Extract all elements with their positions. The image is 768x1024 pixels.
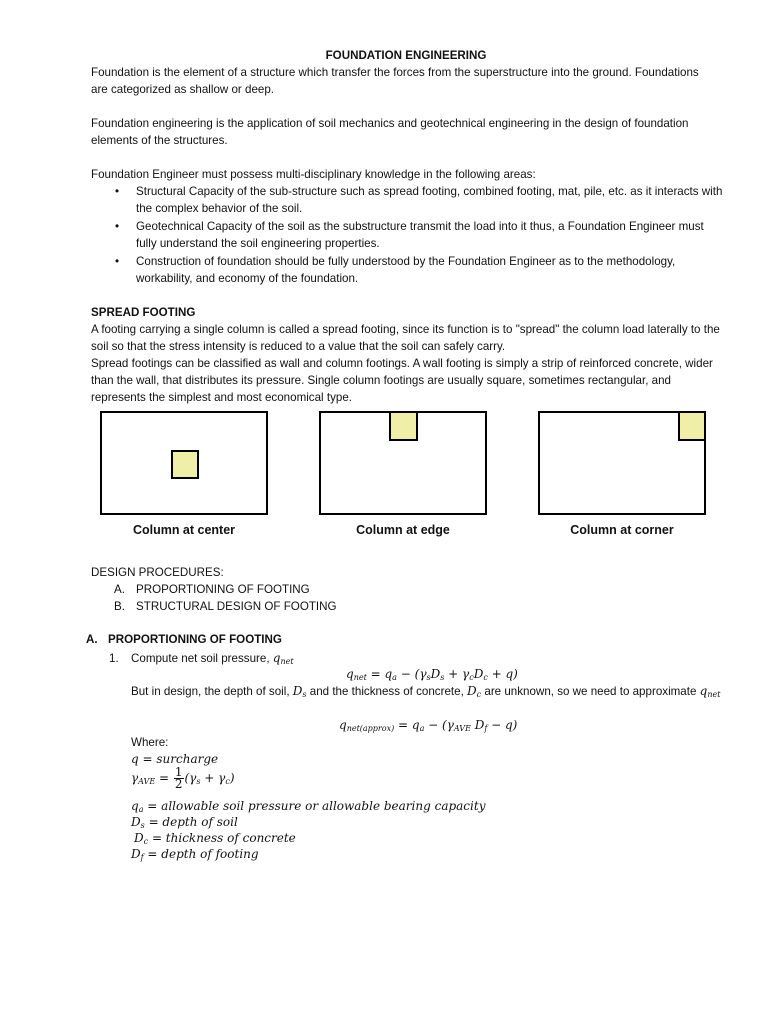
intro-paragraph-3: Foundation Engineer must possess multi-disciplinary knowledge in the following areas: <box>91 168 536 181</box>
spread-footing-line-1: A footing carrying a single column is called a spread footing, since its function is to "spread" the column load laterally to the <box>91 323 720 336</box>
approximation-note-middle: and the thickness of concrete, <box>309 685 464 698</box>
step-1-label: Compute net soil pressure, <box>131 652 270 665</box>
definition-gamma-ave: $\gamma_{AVE}$ = $\frac{1}{2}$ $(\gamma_s + \gamma_c)$ <box>131 765 235 791</box>
spread-footing-line-3: Spread footings can be classified as wall and column footings. A wall footing is simply a strip of reinforced concrete, wider <box>91 357 713 370</box>
fraction-one-half: $\frac{1}{2}$ <box>174 765 183 791</box>
step-1-text <box>131 650 294 667</box>
bullet-3-line-2: workability, and economy of the foundation. <box>136 272 359 285</box>
q-net-symbol: $q_{net}$ <box>272 651 294 666</box>
equation-q-net-approx: $q_{net(approx)} = q_a - (\gamma_{AVE}$ $D_f - q$) <box>339 718 518 733</box>
caption-column-at-edge: Column at edge <box>356 523 450 537</box>
design-list-item-a: PROPORTIONING OF FOOTING <box>136 583 310 596</box>
caption-column-at-corner: Column at corner <box>570 523 674 537</box>
intro-paragraph-2-line-2: elements of the structures. <box>91 134 228 147</box>
column-square-center <box>171 450 199 479</box>
design-list-marker-a: A. <box>114 583 125 596</box>
bullet-glyph: • <box>115 185 120 198</box>
bullet-1-line-1: Structural Capacity of the sub-structure such as spread footing, combined footing, mat, pile, etc. as it interacts with <box>136 185 723 198</box>
spread-footing-line-4: than the wall, that distributes its pressure. Single column footings are usually square, sometimes rectangular, and <box>91 374 671 387</box>
spread-footing-line-2: soil so that the stress intensity is reduced to a value that the soil can safely carry. <box>91 340 506 353</box>
section-a-heading: PROPORTIONING OF FOOTING <box>108 633 282 646</box>
definition-df: $D_f$ = depth of footing <box>131 847 259 862</box>
bullet-3-line-1: Construction of foundation should be fully understood by the Foundation Engineer as to the methodology, <box>136 255 676 268</box>
equation-q-net: $q_{net} = q_a - (\gamma_sD_s + \gamma_cD_c + q)$ <box>346 667 518 682</box>
definition-qa: $q_a$ = allowable soil pressure or allowable bearing capacity <box>131 799 486 814</box>
definition-ds-text: = depth of soil <box>148 815 238 829</box>
q-net-symbol: $q_{net}$ <box>699 684 721 699</box>
definition-dc: $D_c$ = thickness of concrete <box>134 831 296 846</box>
column-square-edge <box>389 411 418 441</box>
page-title: FOUNDATION ENGINEERING <box>325 49 487 62</box>
spread-footing-line-5: represents the simplest and most economical type. <box>91 391 352 404</box>
column-square-corner <box>678 411 706 441</box>
approximation-note <box>131 683 720 700</box>
dc-symbol: $D_c$ <box>467 684 482 699</box>
definition-df-text: = depth of footing <box>147 847 259 861</box>
footing-plan-corner <box>538 411 706 515</box>
definition-qa-text: = allowable soil pressure or allowable bearing capacity <box>147 799 486 813</box>
definition-q-text: = surcharge <box>142 752 219 766</box>
bullet-2-line-1: Geotechnical Capacity of the soil as the substructure transmit the load into it thus, a Foundation Engineer must <box>136 220 704 233</box>
design-procedures-heading: DESIGN PROCEDURES: <box>91 566 224 579</box>
design-list-item-b: STRUCTURAL DESIGN OF FOOTING <box>136 600 337 613</box>
intro-paragraph-1-line-2: are categorized as shallow or deep. <box>91 83 275 96</box>
approximation-note-start: But in design, the depth of soil, <box>131 685 290 698</box>
approximation-note-end: are unknown, so we need to approximate <box>484 685 697 698</box>
definition-q: q = surcharge <box>131 752 219 766</box>
step-1-marker: 1. <box>109 652 119 665</box>
ds-symbol: $D_s$ <box>292 684 307 699</box>
intro-paragraph-2-line-1: Foundation engineering is the application of soil mechanics and geotechnical engineering in the design of foundation <box>91 117 689 130</box>
intro-paragraph-1-line-1: Foundation is the element of a structure which transfer the forces from the superstructure into the ground. Foundations <box>91 66 699 79</box>
design-list-marker-b: B. <box>114 600 125 613</box>
where-label: Where: <box>131 736 169 749</box>
bullet-1-line-2: the complex behavior of the soil. <box>136 202 303 215</box>
definition-dc-text: = thickness of concrete <box>151 831 296 845</box>
bullet-2-line-2: fully understand the soil engineering properties. <box>136 237 380 250</box>
footing-plan-center <box>100 411 268 515</box>
definition-ds: $D_s$ = depth of soil <box>131 815 238 830</box>
footing-plan-edge <box>319 411 487 515</box>
section-a-marker: A. <box>86 633 98 646</box>
bullet-glyph: • <box>115 220 120 233</box>
bullet-glyph: • <box>115 255 120 268</box>
caption-column-at-center: Column at center <box>132 523 236 537</box>
spread-footing-heading: SPREAD FOOTING <box>91 306 196 319</box>
